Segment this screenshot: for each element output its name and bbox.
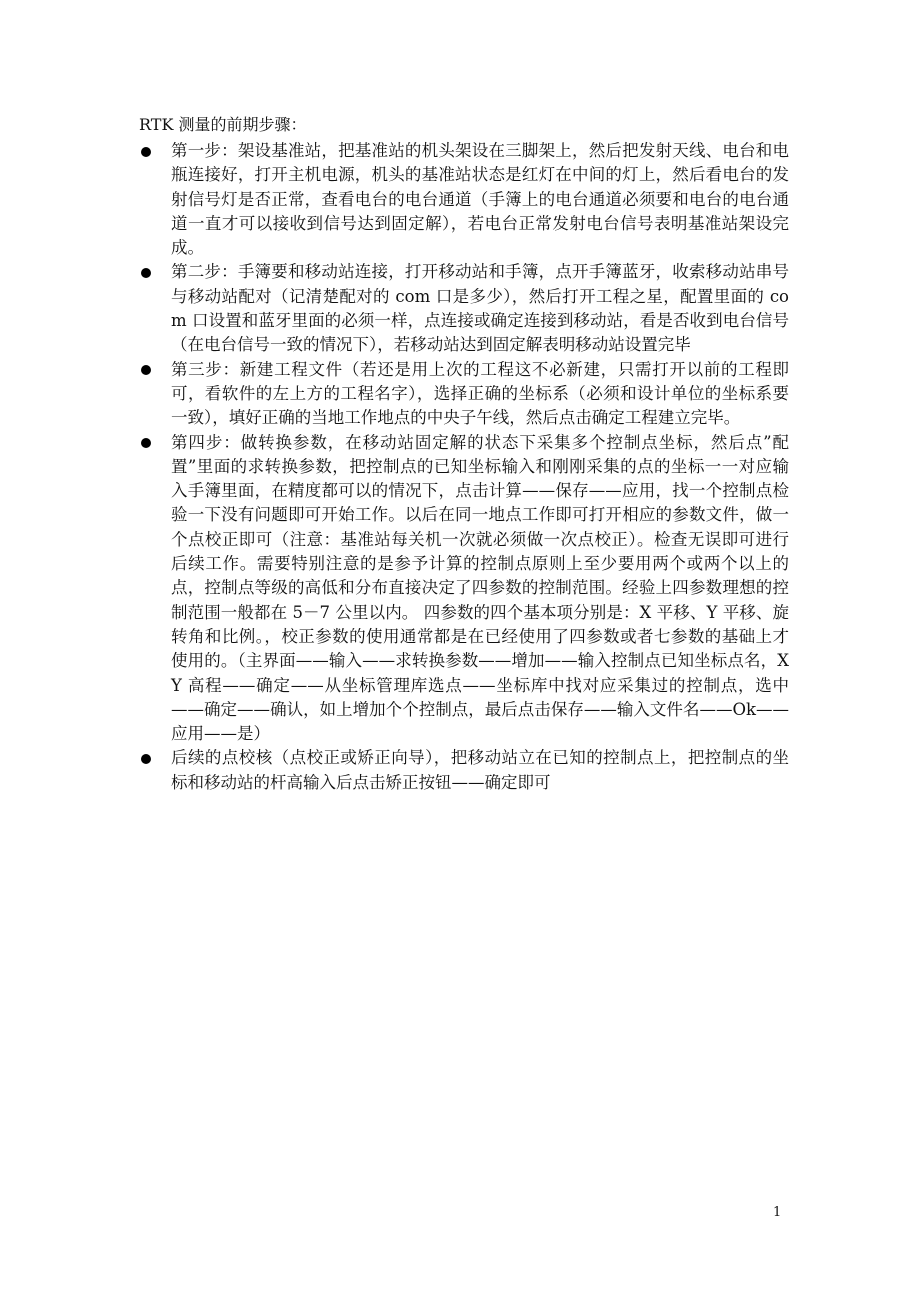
- step-item-2: [139, 260, 789, 357]
- step-text: 后续的点校核（点校正或矫正向导），把移动站立在已知的控制点上，把控制点的坐标和移动站的杆高输入后点击矫正按钮——确定即可: [171, 748, 789, 792]
- bullet-icon: [141, 438, 151, 448]
- bullet-icon: [141, 365, 151, 375]
- document-title: RTK 测量的前期步骤：: [139, 115, 307, 134]
- step-text: 第三步：新建工程文件（若还是用上次的工程这不必新建，只需打开以前的工程即可，看软件的左上方的工程名字），选择正确的坐标系（必须和设计单位的坐标系要一致），填好正确的当地工作地点的中央子午线，然后点击确定工程建立完毕。: [171, 359, 789, 428]
- step-text: 第二步：手簿要和移动站连接，打开移动站和手簿，点开手簿蓝牙，收索移动站串号与移动站配对（记清楚配对的 com 口是多少），然后打开工程之星，配置里面的 com 口设置和蓝牙里面的必须一样，点连接或确定连接到移动站，看是否收到电台信号（在电台信号一致的情况下），若移动站达到固定解表明移动站设置完毕: [171, 262, 789, 355]
- bullet-icon: [141, 268, 151, 278]
- step-item-1: [139, 139, 789, 260]
- page-number: 1: [773, 1205, 782, 1220]
- step-item-4: [139, 431, 789, 747]
- step-item-5: [139, 746, 789, 795]
- steps-list: [139, 139, 789, 795]
- bullet-icon: [141, 754, 151, 764]
- step-text: 第一步：架设基准站，把基准站的机头架设在三脚架上，然后把发射天线、电台和电瓶连接好，打开主机电源，机头的基准站状态是红灯在中间的灯上，然后看电台的发射信号灯是否正常，查看电台的电台通道（手簿上的电台通道必须要和电台的电台通道一直才可以接收到信号达到固定解），若电台正常发射电台信号表明基准站架设完成。: [171, 141, 789, 258]
- bullet-icon: [141, 147, 151, 157]
- document-body: [139, 112, 789, 795]
- step-item-3: [139, 358, 789, 431]
- step-text: 第四步：做转换参数，在移动站固定解的状态下采集多个控制点坐标，然后点”配置”里面的求转换参数，把控制点的已知坐标输入和刚刚采集的点的坐标一一对应输入手簿里面，在精度都可以的情况下，点击计算——保存——应用，找一个控制点检验一下没有问题即可开始工作。以后在同一地点工作即可打开相应的参数文件，做一个点校正即可（注意：基准站每关机一次就必须做一次点校正）。检查无误即可进行后续工作。需要特别注意的是参予计算的控制点原则上至少要用两个或两个以上的点，控制点等级的高低和分布直接决定了四参数的控制范围。经验上四参数理想的控制范围一般都在 5－7 公里以内。 四参数的四个基本项分别是：X 平移、Y 平移、旋转角和比例。，校正参数的使用通常都是在已经使用了四参数或者七参数的基础上才使用的。（主界面——输入——求转换参数——增加——输入控制点已知坐标点名，XY 高程——确定——从坐标管理库选点——坐标库中找对应采集过的控制点，选中——确定——确认，如上增加个个控制点，最后点击保存——输入文件名——Ok——应用——是）: [171, 432, 789, 744]
